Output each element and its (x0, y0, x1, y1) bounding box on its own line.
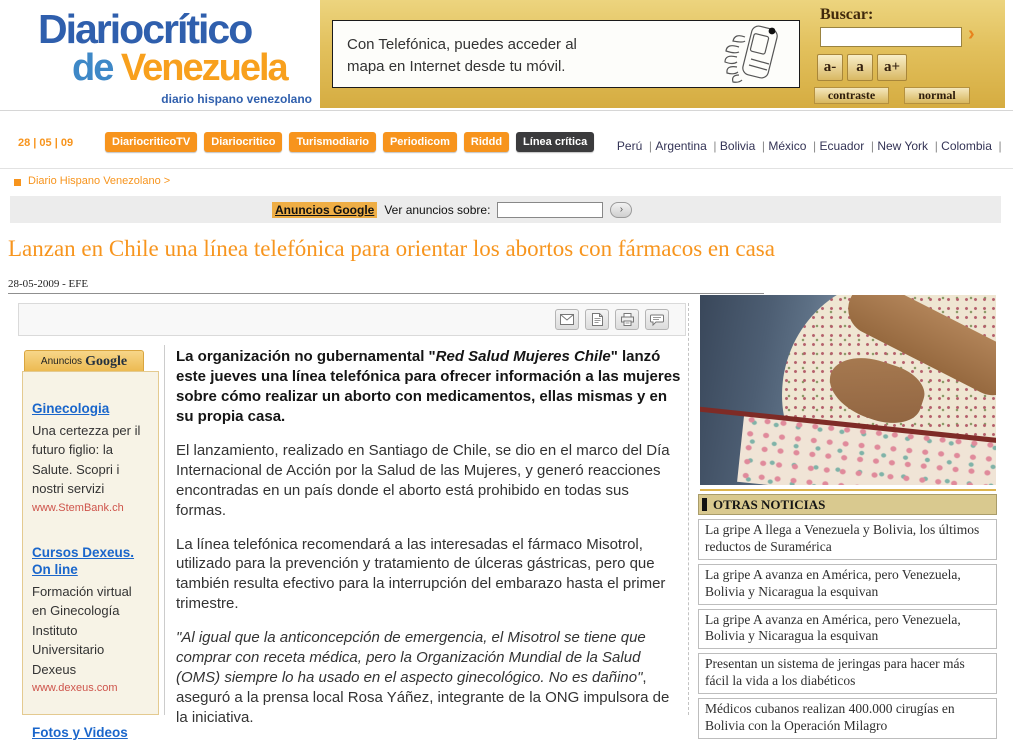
article-dateline: 28-05-2009 - EFE (8, 278, 89, 290)
ad-url-link[interactable]: www.dexeus.com (32, 682, 118, 695)
breadcrumb[interactable]: Diario Hispano Venezolano > (28, 175, 171, 187)
telefonica-banner-ad[interactable] (332, 20, 800, 88)
ad-title-link[interactable]: Cursos Dexeus. On line (32, 544, 135, 578)
text-version-button[interactable] (585, 309, 609, 330)
ad-item (32, 400, 149, 514)
nav-row (0, 112, 1013, 167)
email-icon (560, 314, 574, 325)
current-date: 28 | 05 | 09 (18, 137, 74, 149)
ad-title-link[interactable]: Ginecologia (32, 401, 110, 416)
breadcrumb-bullet-icon (14, 179, 21, 186)
search-submit-arrow[interactable]: › (968, 23, 975, 45)
google-logo: Google (85, 353, 128, 369)
country-link-mexico[interactable]: México | (768, 139, 819, 153)
ad-title-link[interactable]: Fotos y Videos (32, 725, 128, 741)
banner-ad-text: Con Telefónica, puedes acceder al mapa en Internet desde tu móvil. (347, 36, 577, 75)
font-larger-button[interactable]: a+ (877, 54, 907, 81)
nav-link-diariocritico[interactable]: Diariocritico (204, 132, 282, 152)
mobile-phone-sketch-icon (699, 23, 791, 87)
print-icon (621, 313, 634, 326)
ad-item (32, 724, 149, 742)
article-paragraph: El lanzamiento, realizado en Santiago de Chile, se dio en el marco del Día Internacional de Acción por la Salud de las Mujeres, y generó reacciones encontradas en un país donde el aborto está prohibido en todas sus formas. (176, 441, 670, 519)
country-link-peru[interactable]: Perú | (617, 139, 655, 153)
ad-body: Formación virtual en Ginecología Instituto Universitario Dexeus (32, 583, 132, 677)
google-ads-bar (10, 196, 1001, 223)
nav-link-diariocriticotv[interactable]: DiariocriticoTV (105, 132, 197, 152)
sidebar-divider (164, 345, 165, 715)
section-marker-icon (702, 498, 707, 511)
ver-anuncios-label: Ver anuncios sobre: (384, 202, 491, 217)
print-article-button[interactable] (615, 309, 639, 330)
site-logo[interactable] (10, 4, 318, 106)
news-item-link[interactable]: La gripe A avanza en América, pero Venezuela, Bolivia y Nicaragua la esquivan (698, 564, 997, 605)
other-news-list (698, 519, 997, 743)
anuncios-google-link[interactable]: Anuncios Google (272, 202, 377, 218)
news-item-link[interactable]: Presentan un sistema de jeringas para hacer más fácil la vida a los diabéticos (698, 653, 997, 694)
ad-item (32, 544, 149, 695)
contrast-button[interactable]: contraste (814, 87, 889, 104)
logo-subtitle: de Venezuela (72, 47, 287, 89)
ad-url-link[interactable]: www.StemBank.ch (32, 501, 124, 514)
font-normal-button[interactable]: a (847, 54, 873, 81)
article-lead-paragraph: La organización no gubernamental "Red Salud Mujeres Chile" lanzó este jueves una línea telefónica para ofrecer información a las mujeres sobre cómo realizar un aborto con medicamentos, ellas mismas y en su propia casa. (176, 348, 681, 425)
comments-button[interactable] (645, 309, 669, 330)
anuncios-google-tab: Anuncios Google (24, 350, 144, 372)
country-link-argentina[interactable]: Argentina | (655, 139, 720, 153)
article-photo-pregnant-woman (700, 295, 996, 485)
ads-topic-input[interactable] (497, 202, 603, 218)
logo-tagline: diario hispano venezolano (161, 92, 312, 106)
comments-icon (650, 314, 664, 326)
country-editions-nav (617, 139, 1005, 153)
news-item-link[interactable]: La gripe A avanza en América, pero Venezuela, Bolivia y Nicaragua la esquivan (698, 609, 997, 650)
news-item-link[interactable]: La gripe A llega a Venezuela y Bolivia, los últimos reductos de Suramérica (698, 519, 997, 560)
site-header (0, 0, 1013, 111)
country-link-newyork[interactable]: New York | (877, 139, 941, 153)
country-link-colombia[interactable]: Colombia | (941, 139, 1005, 153)
other-news-header: OTRAS NOTICIAS (698, 494, 997, 515)
text-version-icon (592, 313, 603, 326)
article-body (176, 347, 682, 742)
email-article-button[interactable] (555, 309, 579, 330)
photo-divider (700, 489, 996, 491)
header-gold-panel (320, 0, 1005, 108)
article-paragraph: "Al igual que la anticoncepción de emergencia, el Misotrol se tiene que comprar con receta médica, pero la Organización Mundial de la Salud (OMS) siempre lo ha usado en el aspecto ginecológico. No es dañino", aseguró a la prensa local Rosa Yáñez, integrante de la ONG impulsora de la iniciativa. (176, 629, 670, 726)
column-divider (688, 303, 689, 715)
country-link-bolivia[interactable]: Bolivia | (720, 139, 768, 153)
site-network-links (105, 132, 594, 152)
news-item-link[interactable]: Médicos cubanos realizan 400.000 cirugías en Bolivia con la Operación Milagro (698, 698, 997, 739)
search-input[interactable] (820, 27, 962, 47)
breadcrumb-row (0, 168, 1013, 195)
country-link-ecuador[interactable]: Ecuador | (820, 139, 878, 153)
page-title: Lanzan en Chile una línea telefónica para orientar los abortos con fármacos en casa (8, 236, 775, 261)
search-label: Buscar: (820, 6, 874, 23)
normal-view-button[interactable]: normal (904, 87, 970, 104)
nav-link-linea-critica[interactable]: Línea crítica (516, 132, 594, 152)
article-paragraph: La línea telefónica recomendará a las interesadas el fármaco Misotrol, utilizado para la prevención y tratamiento de úlceras gástricas, pero que también resulta efectivo para la interrupción del embarazo hasta el primer trimestre. (176, 535, 666, 613)
logo-title: Diariocrítico (38, 6, 252, 52)
font-smaller-button[interactable]: a- (817, 54, 843, 81)
article-toolbar (18, 303, 686, 336)
ad-body: Una certezza per il futuro figlio: la Salute. Scopri i nostri servizi (32, 422, 141, 497)
nav-link-riddd[interactable]: Riddd (464, 132, 509, 152)
google-ads-sidebar (22, 371, 159, 741)
nav-link-periodicom[interactable]: Periodicom (383, 132, 457, 152)
dateline-divider (8, 293, 764, 294)
nav-link-turismodiario[interactable]: Turismodiario (289, 132, 376, 152)
ads-search-button[interactable]: › (610, 202, 632, 218)
